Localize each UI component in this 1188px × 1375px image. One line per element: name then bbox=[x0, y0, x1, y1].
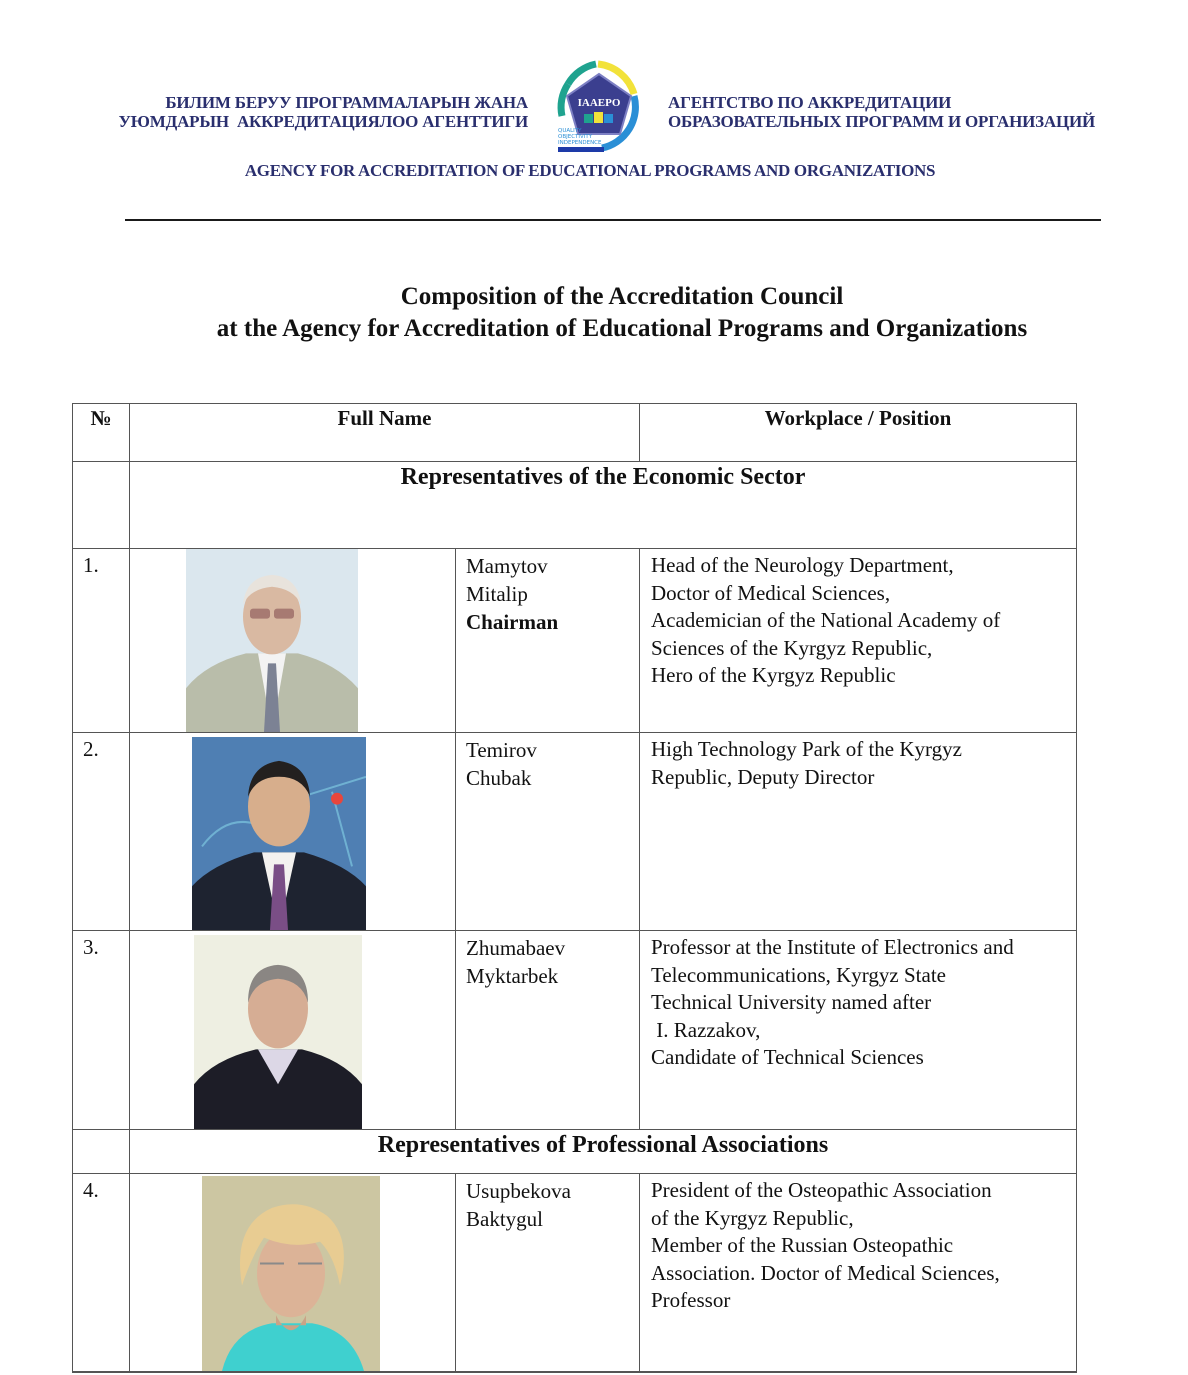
member-name-cell bbox=[456, 549, 640, 732]
position-line: Technical University named after bbox=[651, 990, 932, 1014]
member-number: 1. bbox=[73, 549, 130, 732]
member-surname: Zhumabaev bbox=[466, 936, 566, 960]
position-line: High Technology Park of the Kyrgyz bbox=[651, 737, 962, 761]
member-position-cell bbox=[640, 1174, 1076, 1371]
member-given-name: Chubak bbox=[466, 766, 532, 790]
letterhead-kyrgyz bbox=[80, 93, 528, 131]
member-given-name: Mitalip bbox=[466, 582, 528, 606]
position-line: Doctor of Medical Sciences, bbox=[651, 580, 891, 605]
position-line: Republic, Deputy Director bbox=[651, 764, 875, 789]
member-surname: Mamytov bbox=[466, 554, 548, 578]
section-title: Representatives of Professional Associations bbox=[377, 1132, 829, 1158]
member-photo bbox=[194, 935, 362, 1129]
position-line: Professor bbox=[651, 1288, 731, 1312]
member-position-cell bbox=[640, 733, 1076, 930]
table-header-row bbox=[73, 404, 1076, 461]
header-divider bbox=[125, 219, 1101, 221]
agency-logo bbox=[528, 54, 664, 158]
section-number-cell bbox=[73, 1130, 130, 1173]
position-line: I. Razzakov, bbox=[651, 1017, 761, 1042]
table-row bbox=[73, 548, 1076, 732]
letterhead-russian bbox=[668, 93, 1148, 131]
page-title bbox=[100, 281, 1144, 345]
member-number: 3. bbox=[73, 931, 130, 1129]
header-position: Workplace / Position bbox=[764, 406, 952, 430]
header-number: № bbox=[73, 404, 130, 461]
member-surname: Temirov bbox=[466, 738, 537, 762]
letterhead-kyrgyz-line1: БИЛИМ БЕРУУ ПРОГРАММАЛАРЫН ЖАНА bbox=[165, 93, 528, 112]
logo-tagline-3: INDEPENDENCE bbox=[558, 140, 602, 146]
member-role: Chairman bbox=[466, 610, 559, 634]
position-line: of the Kyrgyz Republic, bbox=[651, 1205, 854, 1230]
member-photo bbox=[192, 737, 366, 930]
letterhead-russian-line2: ОБРАЗОВАТЕЛЬНЫХ ПРОГРАММ И ОРГАНИЗАЦИЙ bbox=[668, 112, 1096, 131]
logo-tagline-2: OBJECTIVITY bbox=[558, 134, 593, 140]
page-title-line1: Composition of the Accreditation Council bbox=[400, 283, 844, 310]
letterhead-kyrgyz-line2: УЮМДАРЫН АККРЕДИТАЦИЯЛОО АГЕНТТИГИ bbox=[118, 112, 528, 131]
member-photo bbox=[186, 549, 358, 732]
position-line: President of the Osteopathic Association bbox=[651, 1178, 992, 1202]
letterhead-english: AGENCY FOR ACCREDITATION OF EDUCATIONAL PROGRAMS AND ORGANIZATIONS bbox=[244, 161, 936, 180]
member-surname: Usupbekova bbox=[466, 1179, 571, 1203]
section-row-economic bbox=[73, 461, 1076, 548]
logo-tagline-1: QUALITY bbox=[558, 128, 582, 134]
photo-cell bbox=[130, 549, 456, 732]
position-line: Telecommunications, Kyrgyz State bbox=[651, 962, 946, 987]
position-line: Candidate of Technical Sciences bbox=[651, 1045, 924, 1069]
letterhead-russian-line1: АГЕНТСТВО ПО АККРЕДИТАЦИИ bbox=[668, 93, 952, 112]
member-given-name: Baktygul bbox=[466, 1207, 543, 1231]
position-line: Sciences of the Kyrgyz Republic, bbox=[651, 635, 933, 660]
section-title: Representatives of the Economic Sector bbox=[400, 464, 806, 490]
council-table bbox=[72, 403, 1077, 1373]
position-line: Association. Doctor of Medical Sciences, bbox=[651, 1260, 1000, 1285]
member-number: 2. bbox=[73, 733, 130, 930]
position-line: Head of the Neurology Department, bbox=[651, 553, 954, 577]
member-position-cell bbox=[640, 931, 1076, 1129]
position-line: Professor at the Institute of Electronics and bbox=[651, 935, 1014, 959]
header-full-name: Full Name bbox=[130, 404, 640, 461]
page-title-line2: at the Agency for Accreditation of Educational Programs and Organizations bbox=[216, 315, 1028, 342]
position-line: Member of the Russian Osteopathic bbox=[651, 1233, 954, 1257]
photo-cell bbox=[130, 931, 456, 1129]
member-given-name: Myktarbek bbox=[466, 964, 559, 988]
table-row bbox=[73, 930, 1076, 1129]
position-line: Academician of the National Academy of bbox=[651, 608, 1001, 632]
table-row bbox=[73, 732, 1076, 930]
section-row-professional bbox=[73, 1129, 1076, 1173]
member-photo bbox=[202, 1176, 380, 1371]
table-row bbox=[73, 1173, 1076, 1371]
member-name-cell bbox=[456, 931, 640, 1129]
position-line: Hero of the Kyrgyz Republic bbox=[651, 663, 896, 687]
member-name-cell bbox=[456, 1174, 640, 1371]
member-number: 4. bbox=[73, 1174, 130, 1371]
logo-text: IAAEPO bbox=[577, 97, 621, 109]
section-number-cell bbox=[73, 462, 130, 548]
photo-cell bbox=[130, 733, 456, 930]
member-position-cell bbox=[640, 549, 1076, 732]
member-name-cell bbox=[456, 733, 640, 930]
photo-cell bbox=[130, 1174, 456, 1371]
